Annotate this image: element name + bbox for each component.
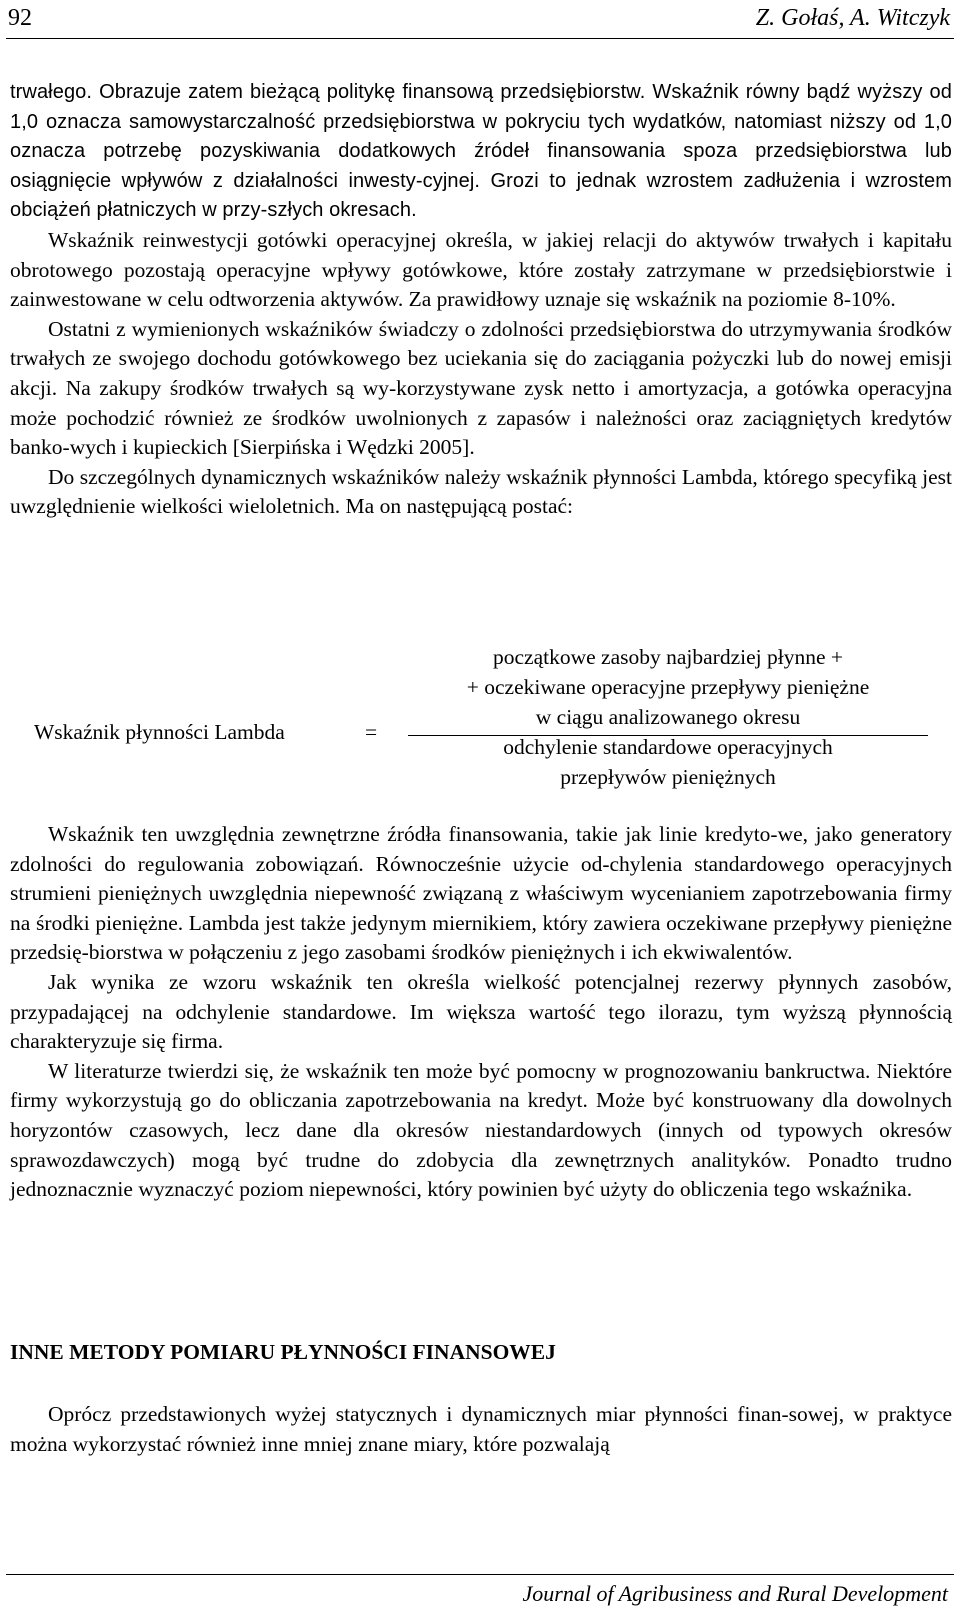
numerator-line: początkowe zasoby najbardziej płynne + <box>492 645 843 669</box>
page-number: 92 <box>8 5 32 31</box>
formula-numerator <box>408 642 928 732</box>
body-text-bottom <box>10 1400 952 1459</box>
numerator-line: + oczekiwane operacyjne przepływy pieniężne <box>466 675 870 699</box>
footer-rule <box>6 1574 954 1575</box>
formula-denominator <box>408 732 928 792</box>
paragraph-other-methods: Oprócz przedstawionych wyżej statycznych i dynamicznych miar płynności finan-sowej, w praktyce można wykorzystać również inne mniej znane miary, które pozwalają <box>10 1402 952 1456</box>
body-text-middle <box>10 820 952 1205</box>
header-rule <box>6 38 954 39</box>
denominator-line: przepływów pieniężnych <box>560 765 776 789</box>
running-head-authors: Z. Gołaś, A. Witczyk <box>755 5 950 31</box>
paragraph-cash-flow-ratio: trwałego. Obrazuje zatem bieżącą politykę finansową przedsiębiorstw. Wskaźnik równy bądź wyższy od 1,0 oznacza samowystarczalność przedsiębiorstwa w pokryciu tych wydatków, natomiast niższy od 1,0 oznacza potrzebę pozyskiwania dodatkowych źródeł finansowania spoza przedsiębiorstwa lub osiągnięcie wpływów z działalności inwesty-cyjnej. Grozi to jednak wzrostem zadłużenia i wzrostem obciążeń płatniczych w przy-szłych okresach. <box>10 81 952 222</box>
numerator-line: w ciągu analizowanego okresu <box>535 705 801 729</box>
lambda-formula <box>10 640 952 800</box>
paragraph-reinvestment-ratio: Wskaźnik reinwestycji gotówki operacyjnej określa, w jakiej relacji do aktywów trwałych i kapitału obrotowego pozostają operacyjne wpływy gotówkowe, które zostały zatrzymane w przedsiębiorstwie i zainwestowane w celu odtworzenia aktywów. Za prawidłowy uznaje się wskaźnik na poziomie 8-10%. <box>10 227 952 312</box>
section-heading: INNE METODY POMIARU PŁYNNOŚCI FINANSOWEJ <box>10 1340 556 1364</box>
denominator-line: odchylenie standardowe operacyjnych <box>503 735 833 759</box>
body-text-top <box>10 78 952 522</box>
formula-lhs: Wskaźnik płynności Lambda <box>34 720 285 744</box>
paragraph-lambda-intro: Do szczególnych dynamicznych wskaźników należy wskaźnik płynności Lambda, którego specyfiką jest uwzględnienie wielkości wieloletnich. Ma on następującą postać: <box>10 464 952 519</box>
journal-name: Journal of Agribusiness and Rural Development <box>522 1581 948 1606</box>
paragraph-fixed-assets-ratio: Ostatni z wymienionych wskaźników świadczy o zdolności przedsiębiorstwa do utrzymywania środków trwałych ze swojego dochodu gotówkowego bez uciekania się do zaciągania pożyczki lub do nowej emisji akcji. Na zakupy środków trwałych są wy-korzystywane zysk netto i amortyzacja, a gotówka operacyjna może pochodzić również ze środków uwolnionych z zapasów i należności oraz zaciągniętych kredytów banko-wych i kupieckich [Sierpińska i Wędzki 2005]. <box>10 316 952 460</box>
paragraph-lambda-interpretation: Jak wynika ze wzoru wskaźnik ten określa wielkość potencjalnej rezerwy płynnych zasobów, przypadającej na odchylenie standardowe. Im większa wartość tego ilorazu, tym wyższą płynnością charakteryzuje się firma. <box>10 969 952 1054</box>
paragraph-lambda-description: Wskaźnik ten uwzględnia zewnętrzne źródła finansowania, takie jak linie kredyto-we, jako generatory zdolności do regulowania zobowiązań. Równocześnie użycie od-chylenia standardowego operacyjnych strumieni pieniężnych uwzględnia niepewność związaną z właściwym wycenianiem zapotrzebowania firmy na środki pieniężne. Lambda jest także jedynym miernikiem, który zawiera oczekiwane przepływy pieniężne przedsię-biorstwa w połączeniu z jego zasobami środków pieniężnych i ich ekwiwalentów. <box>10 822 952 965</box>
page-header <box>0 0 960 34</box>
formula-equals-sign: = <box>365 720 378 744</box>
paragraph-lambda-literature: W literaturze twierdzi się, że wskaźnik ten może być pomocny w prognozowaniu bankructwa. Niektóre firmy wykorzystują go do obliczania zapotrzebowania na kredyt. Może być konstruowany dla dowolnych horyzontów czasowych, lecz dane dla okresów niestandardowych (innych od typowych okresów sprawozdawczych) mogą być trudne do zdobycia dla zewnętrznych analityków. Ponadto trudno jednoznacznie wyznaczyć poziom niepewności, który powinien być użyty do obliczenia tego wskaźnika. <box>10 1058 952 1202</box>
